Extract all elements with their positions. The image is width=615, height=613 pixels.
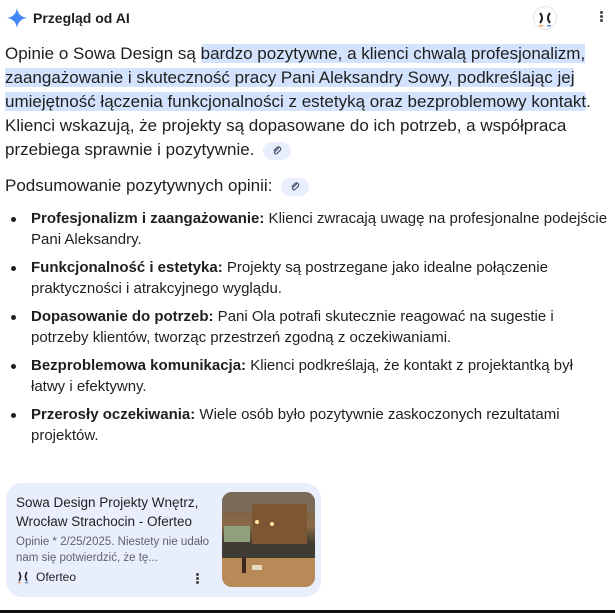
list-item-label: Dopasowanie do potrzeb: <box>31 308 214 325</box>
overview-intro-paragraph <box>5 42 610 162</box>
intro-prefix: Opinie o Sowa Design są <box>5 44 201 63</box>
summary-heading-text: Podsumowanie pozytywnych opinii: <box>5 176 273 195</box>
source-link-chip[interactable] <box>263 142 291 160</box>
source-card-snippet: Opinie * 2/25/2025. Niestety nie udało nam się potwierdzić, że tę... <box>16 536 210 564</box>
oferteo-logo-icon <box>16 570 30 584</box>
list-item-label: Funkcjonalność i estetyka: <box>31 259 223 276</box>
list-item <box>8 404 608 446</box>
list-item <box>8 355 608 397</box>
list-item-text: Klienci zwracają uwagę na profesjonalne podejście Pani Aleksandry. <box>31 210 608 248</box>
list-item-text: Pani Ola potrafi skutecznie reagować na sugestie i potrzeby klientów, tworząc przestrzeń zgodną z oczekiwaniami. <box>31 308 554 346</box>
list-item-label: Bezproblemowa komunikacja: <box>31 357 247 374</box>
gemini-spark-icon <box>6 7 28 29</box>
list-item <box>8 257 608 299</box>
source-card[interactable] <box>6 483 321 597</box>
ai-overview-header <box>0 0 615 36</box>
source-name: Oferteo <box>36 570 77 584</box>
intro-suffix: . Klienci wskazują, że projekty są dopasowane do ich potrzeb, a współpraca przebiega sprawnie i pozytywnie. <box>5 92 591 159</box>
list-item-text: Klienci podkreślają, że kontakt z projektantką był łatwy i efektywny. <box>31 357 573 395</box>
list-item-label: Przerosły oczekiwania: <box>31 406 196 423</box>
list-item <box>8 306 608 348</box>
link-icon <box>271 145 283 157</box>
summary-heading <box>5 176 309 196</box>
more-options-button[interactable] <box>596 10 606 26</box>
intro-highlight: bardzo pozytywne, a klienci chwalą profesjonalizm, zaangażowanie i skuteczność pracy Pani Aleksandry Sowy, podkreślając jej umiejętność łączenia funkcjonalności z estetyką oraz bezproblemowy kontakt <box>5 44 587 111</box>
source-card-source <box>16 570 76 584</box>
source-card-title[interactable]: Sowa Design Projekty Wnętrz, Wrocław Strachocin - Oferteo <box>16 495 199 529</box>
source-link-chip[interactable] <box>281 178 309 196</box>
list-item-text: Projekty są postrzegane jako idealne połączenie praktyczności i atrakcyjnego wyglądu. <box>31 259 548 297</box>
link-icon <box>289 181 301 193</box>
list-item <box>8 208 608 250</box>
list-item-text: Wiele osób było pozytywnie zaskoczonych rezultatami projektów. <box>31 406 560 444</box>
ai-overview-title: Przegląd od AI <box>33 10 130 26</box>
list-item-label: Profesjonalizm i zaangażowanie: <box>31 210 265 227</box>
kitchen-interior-image[interactable] <box>222 492 315 587</box>
summary-list <box>8 208 608 453</box>
source-card-more-button[interactable] <box>194 572 200 586</box>
oferteo-logo-icon[interactable] <box>533 6 557 30</box>
